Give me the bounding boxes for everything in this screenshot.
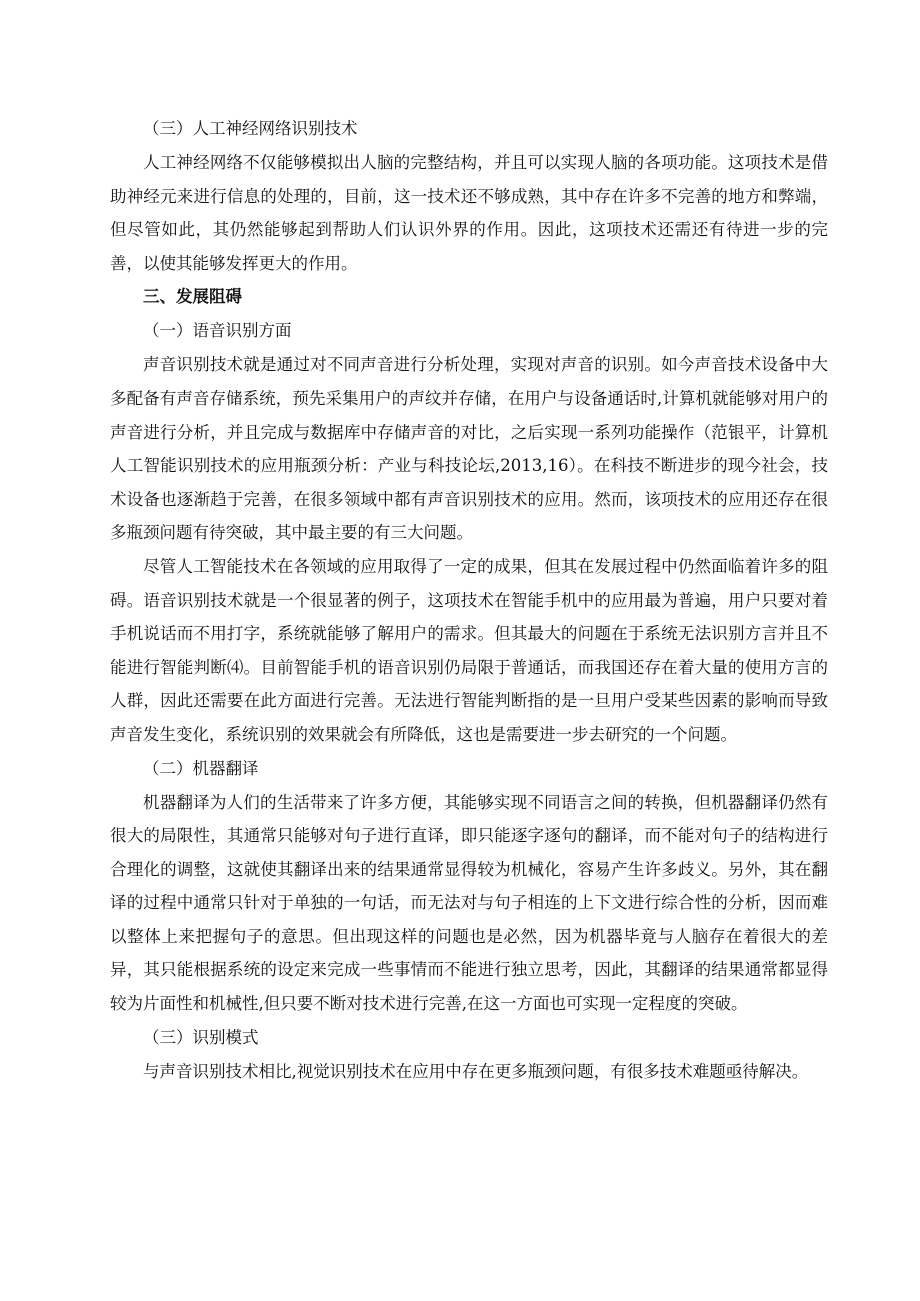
subsection-heading-recognition-mode: （三）识别模式 — [143, 1027, 259, 1047]
paragraph-speech-obstacles: 尽管人工智能技术在各领域的应用取得了一定的成果，但其在发展过程中仍然面临着许多的阻碍。语音识别技术就是一个很显著的例子，这项技术在智能手机中的应用最为普遍，用户只要对着手机说话而不用打字，系统就能够了解用户的需求。但其最大的问题在于系统无法识别方言并且不能进行智能判断⑷。目前智能手机的语音识别仍局限于普通话，而我国还存在着大量的使用方言的人群，因此还需要在此方面进行完善。无法进行智能判断指的是一旦用户受某些因素的影响而导致声音发生变化，系统识别的效果就会有所降低，这也是需要进一步去研究的一个问题。 — [110, 556, 828, 744]
paragraph-sound-recognition: 声音识别技术就是通过对不同声音进行分析处理，实现对声音的识别。如今声音技术设备中大多配备有声音存储系统，预先采集用户的声纹并存储，在用户与设备通话时,计算机就能够对用户的声音进行分析，并且完成与数据库中存储声音的对比，之后实现一系列功能操作（范银平，计算机人工智能识别技术的应用瓶颈分析：产业与科技论坛,2013,16）。在科技不断进步的现今社会，技术设备也逐渐趋于完善，在很多领域中都有声音识别技术的应用。然而，该项技术的应用还存在很多瓶颈问题有待突破，其中最主要的有三大问题。 — [110, 355, 828, 543]
subsection-heading-neural-network: （三）人工神经网络识别技术 — [143, 119, 358, 138]
paragraph-visual-recognition: 与声音识别技术相比,视觉识别技术在应用中存在更多瓶颈问题，有很多技术难题亟待解决。 — [143, 1061, 809, 1081]
subsection-heading-machine-translation: （二）机器翻译 — [143, 758, 259, 778]
section-heading-obstacles: 三、发展阻碍 — [143, 287, 242, 307]
paragraph-neural-network: 人工神经网络不仅能够模拟出人脑的完整结构，并且可以实现人脑的各项功能。这项技术是借助神经元来进行信息的处理的，目前，这一技术还不够成熟，其中存在许多不完善的地方和弊端，但尽管如此，其仍然能够起到帮助人们认识外界的作用。因此，这项技术还需还有待进一步的完善，以使其能够发挥更大的作用。 — [110, 153, 828, 273]
paragraph-machine-translation: 机器翻译为人们的生活带来了许多方便，其能够实现不同语言之间的转换，但机器翻译仍然有很大的局限性，其通常只能够对句子进行直译，即只能逐字逐句的翻译，而不能对句子的结构进行合理化的调整，这就使其翻译出来的结果通常显得较为机械化，容易产生许多歧义。另外，其在翻译的过程中通常只针对于单独的一句话，而无法对与句子相连的上下文进行综合性的分析，因而难以整体上来把握句子的意思。但出现这样的问题也是必然，因为机器毕竟与人脑存在着很大的差异，其只能根据系统的设定来完成一些事情而不能进行独立思考，因此，其翻译的结果通常都显得较为片面性和机械性,但只要不断对技术进行完善,在这一方面也可实现一定程度的突破。 — [110, 792, 828, 1014]
subsection-heading-speech-recognition: （一）语音识别方面 — [143, 321, 292, 341]
document-body — [110, 112, 828, 1088]
